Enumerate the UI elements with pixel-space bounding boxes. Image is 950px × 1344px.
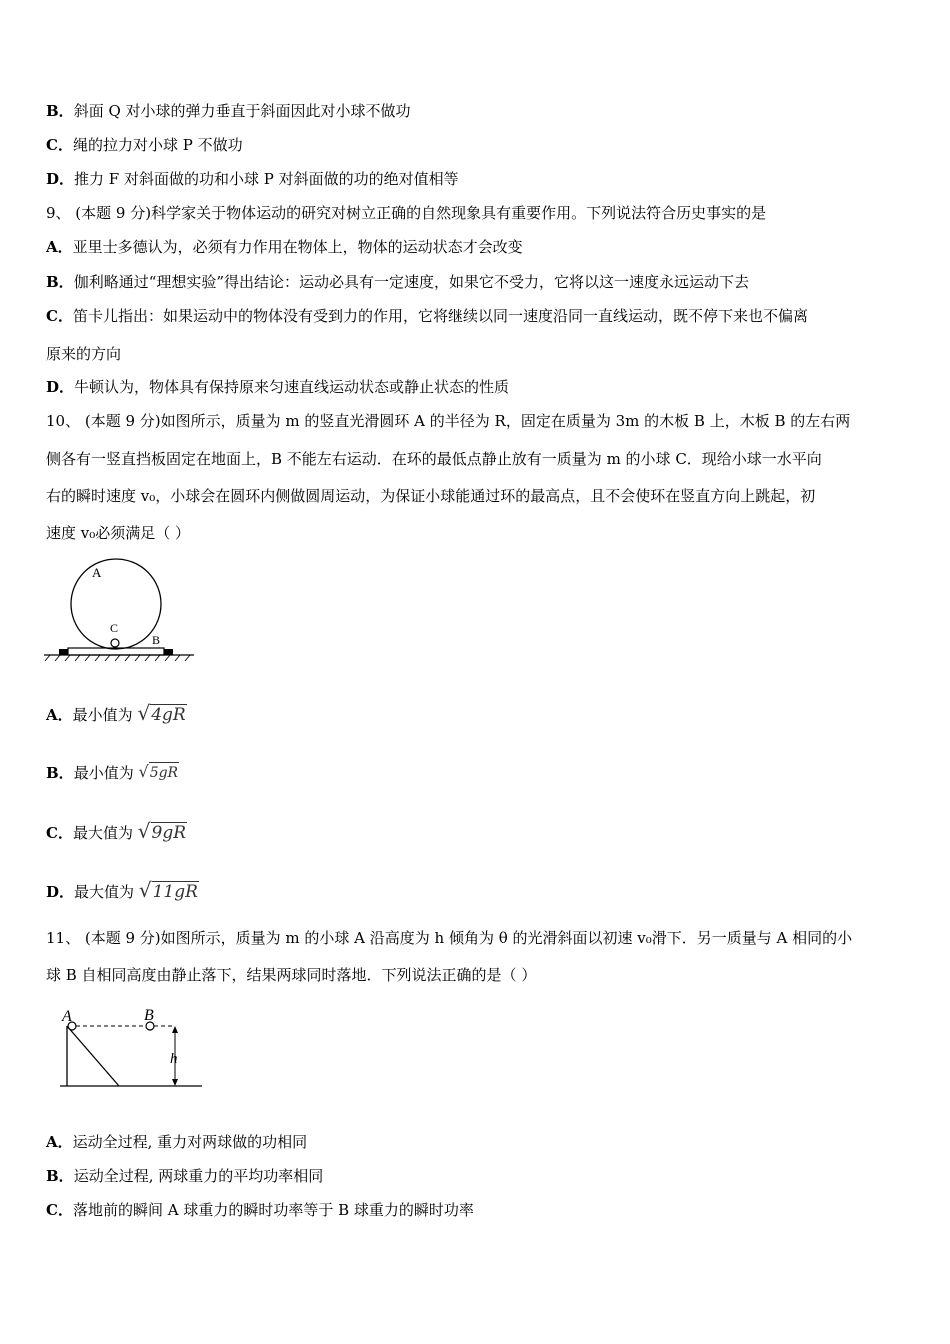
q8-option-d: D．推力 F 对斜面做的功和小球 P 对斜面做的功的绝对值相等 bbox=[46, 170, 459, 188]
board-label-b: B bbox=[152, 633, 161, 647]
sqrt-11gr: √11gR bbox=[138, 878, 198, 902]
q10-stem-line3: 右的瞬时速度 v₀，小球会在圆环内侧做圆周运动，为保证小球能通过环的最高点，且不会使环在竖直方向上跳起，初 bbox=[46, 487, 816, 505]
ball-label-c: C bbox=[110, 621, 119, 635]
q11-stem-line2: 球 B 自相同高度由静止落下，结果两球同时落地．下列说法正确的是（ ） bbox=[46, 966, 537, 984]
arrow-head-bottom bbox=[172, 1079, 178, 1086]
sqrt-9gr: √9gR bbox=[137, 819, 186, 843]
height-label-h: h bbox=[170, 1051, 178, 1067]
ball-label-b: B bbox=[144, 1007, 154, 1024]
ring-a bbox=[71, 559, 161, 649]
arrow-head-top bbox=[172, 1026, 178, 1033]
q10-stem-line4: 速度 v₀必须满足（ ） bbox=[46, 524, 191, 542]
q9-option-a: A．亚里士多德认为，必须有力作用在物体上，物体的运动状态才会改变 bbox=[46, 238, 523, 256]
q9-option-c-continued: 原来的方向 bbox=[46, 345, 122, 363]
q11-stem-line1: 11、 (本题 9 分)如图所示，质量为 m 的小球 A 沿高度为 h 倾角为 θ 的光滑斜面以初速 v₀滑下．另一质量与 A 相同的小 bbox=[46, 929, 853, 947]
q9-option-d: D．牛顿认为，物体具有保持原来匀速直线运动状态或静止状态的性质 bbox=[46, 378, 510, 396]
stop-left bbox=[59, 649, 68, 655]
q8-option-b: B．斜面 Q 对小球的弹力垂直于斜面因此对小球不做功 bbox=[46, 102, 411, 120]
q10-stem-line1: 10、 (本题 9 分)如图所示，质量为 m 的竖直光滑圆环 A 的半径为 R，固定在质量为 3m 的木板 B 上，木板 B 的左右两 bbox=[46, 412, 851, 430]
sqrt-5gr: √5gR bbox=[138, 762, 179, 781]
q11-option-a: A．运动全过程, 重力对两球做的功相同 bbox=[46, 1133, 308, 1151]
q10-stem-line2: 侧各有一竖直挡板固定在地面上，B 不能左右运动．在环的最低点静止放有一质量为 m 的小球 C．现给小球一水平向 bbox=[46, 450, 822, 468]
sqrt-4gr: √4gR bbox=[137, 701, 186, 725]
ball-label-a: A bbox=[62, 1008, 72, 1025]
q11-option-c: C．落地前的瞬间 A 球重力的瞬时功率等于 B 球重力的瞬时功率 bbox=[46, 1201, 474, 1219]
q8-option-c: C．绳的拉力对小球 P 不做功 bbox=[46, 136, 243, 154]
q10-option-a: A．最小值为 √4gR bbox=[46, 701, 186, 725]
q10-ring-figure bbox=[42, 556, 202, 666]
q10-option-c: C．最大值为 √9gR bbox=[46, 819, 186, 843]
ground-hatching bbox=[45, 655, 190, 661]
q10-option-b: B．最小值为 √5gR bbox=[46, 762, 179, 782]
q11-option-b: B．运动全过程, 两球重力的平均功率相同 bbox=[46, 1167, 324, 1185]
ball-c bbox=[111, 639, 119, 647]
q11-incline-figure bbox=[56, 1005, 206, 1095]
q9-option-b: B．伽利略通过“理想实验”得出结论：运动必具有一定速度，如果它不受力，它将以这一速度永远运动下去 bbox=[46, 273, 750, 291]
incline-slope bbox=[67, 1026, 119, 1086]
q9-option-c: C．笛卡儿指出：如果运动中的物体没有受到力的作用，它将继续以同一速度沿同一直线运动，既不停下来也不偏离 bbox=[46, 307, 808, 325]
ring-label-a: A bbox=[92, 565, 102, 580]
stop-right bbox=[164, 649, 173, 655]
q10-option-d: D．最大值为 √11gR bbox=[46, 878, 198, 902]
q9-stem: 9、 (本题 9 分)科学家关于物体运动的研究对树立正确的自然现象具有重要作用。下列说法符合历史事实的是 bbox=[46, 204, 767, 222]
